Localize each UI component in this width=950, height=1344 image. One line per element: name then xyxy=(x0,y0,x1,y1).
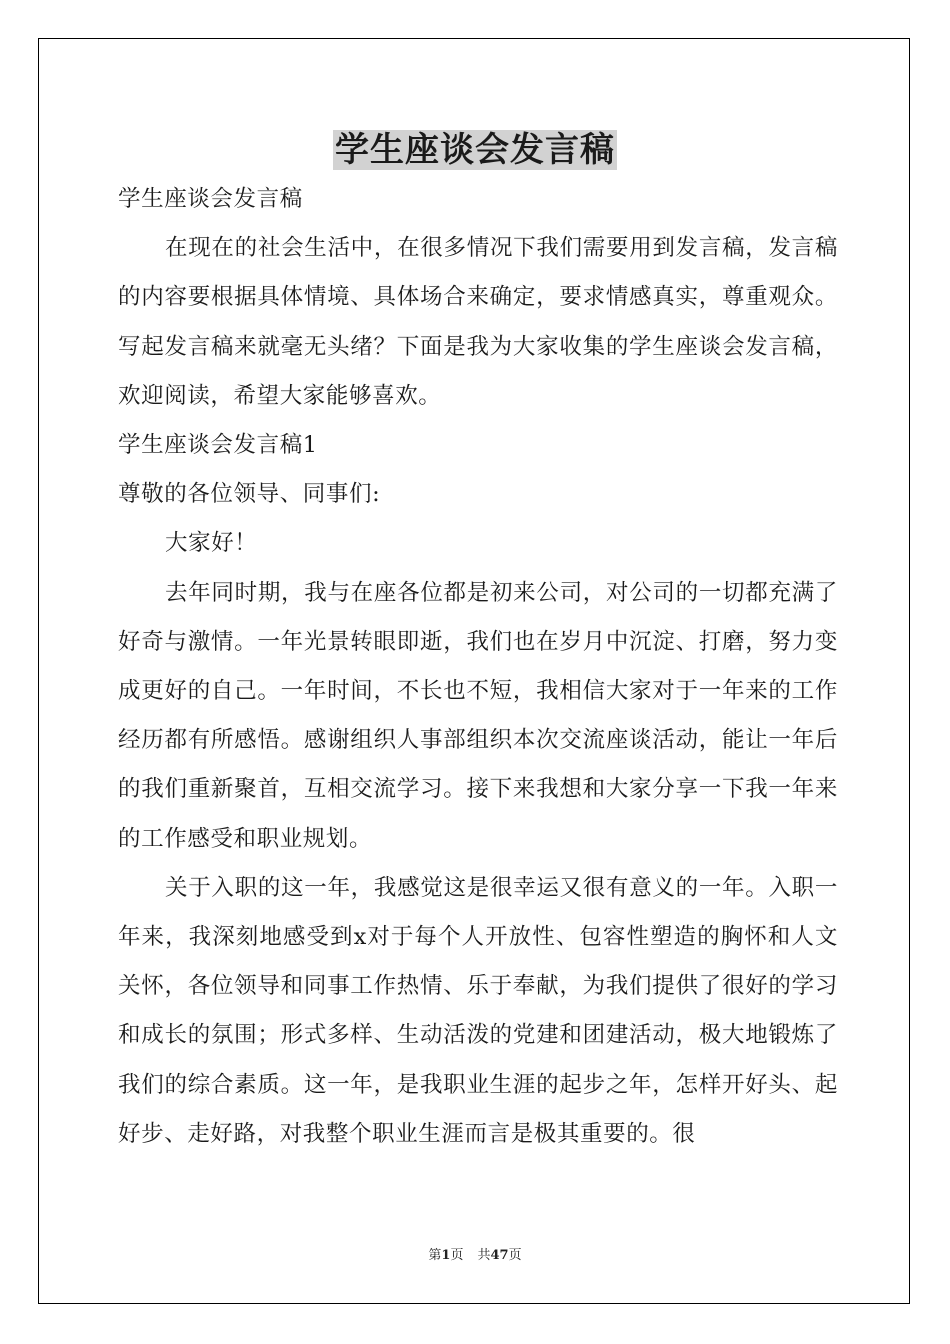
greeting-paragraph: 大家好！ xyxy=(165,530,258,557)
total-pages-label: 共47页 xyxy=(477,1248,522,1263)
salutation-paragraph: 尊敬的各位领导、同事们: xyxy=(118,481,381,508)
intro-paragraph: 在现在的社会生活中，在很多情况下我们需要用到发言稿，发言稿的内容要根据具体情境、具体场合来确定，要求情感真实，尊重观众。写起发言稿来就毫无头绪？下面是我为大家收集的学生座谈会发言稿，欢迎阅读，希望大家能够喜欢。 xyxy=(118,235,838,409)
document-body xyxy=(118,175,838,1159)
page-footer xyxy=(0,1247,950,1265)
page-number-label: 第1页 xyxy=(428,1248,464,1263)
subtitle-paragraph: 学生座谈会发言稿 xyxy=(118,186,303,212)
document-title-text: 学生座谈会发言稿 xyxy=(335,130,615,170)
section-heading: 学生座谈会发言稿1 xyxy=(118,432,318,459)
body-paragraph: 去年同时期，我与在座各位都是初来公司，对公司的一切都充满了好奇与激情。一年光景转眼即逝，我们也在岁月中沉淀、打磨，努力变成更好的自己。一年时间，不长也不短，我相信大家对于一年来的工作经历都有所感悟。感谢组织人事部组织本次交流座谈活动，能让一年后的我们重新聚首，互相交流学习。接下来我想和大家分享一下我一年来的工作感受和职业规划。 xyxy=(118,579,838,852)
document-title xyxy=(0,126,950,174)
body-paragraph: 关于入职的这一年，我感觉这是很幸运又很有意义的一年。入职一年来，我深刻地感受到x对于每个人开放性、包容性塑造的胸怀和人文关怀，各位领导和同事工作热情、乐于奉献，为我们提供了很好的学习和成长的氛围；形式多样、生动活泼的党建和团建活动，极大地锻炼了我们的综合素质。这一年，是我职业生涯的起步之年，怎样开好头、起好步、走好路，对我整个职业生涯而言是极其重要的。很 xyxy=(118,874,838,1147)
